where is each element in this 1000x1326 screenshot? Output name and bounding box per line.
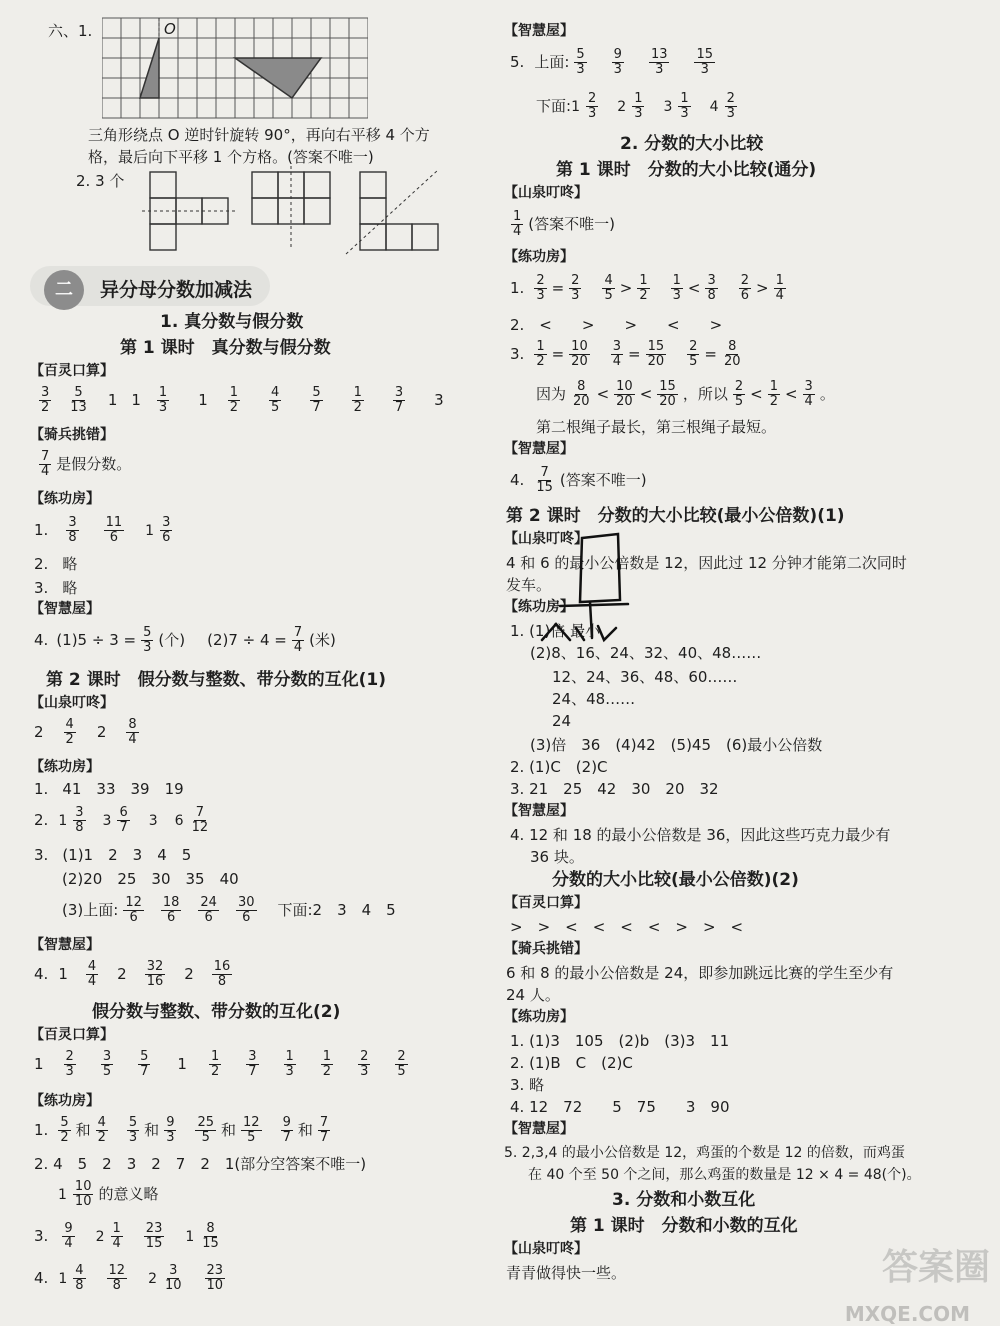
answer-line: 2. (1)C (2)C bbox=[510, 758, 608, 776]
answer-line: 下面: 1 $\frac{2}{3}$ 2 $\frac{1}{3}$ 3 $\frac{1}{3}$ 4 $\frac{2}{3}$ bbox=[536, 91, 735, 122]
answer-line: 1. $\frac{5}{2}$ 和 $\frac{4}{2}$ $\frac{5}{3}$ 和 $\frac{9}{3}$ $\frac{25}{5}$ 和 $\frac{12}{5}$ $\frac{9}{7}$ 和 $\frac{7}{7}$ bbox=[34, 1115, 329, 1146]
item-6-1-label: 六、1. bbox=[48, 22, 93, 40]
section-title: 3. 分数和小数互化 bbox=[612, 1190, 756, 1210]
answer-line: 在 40 个至 50 个之间，那么鸡蛋的数量是 12 × 4 = 48(个)。 bbox=[528, 1167, 921, 1183]
grid-figure bbox=[102, 16, 368, 122]
answer-line: 3. $\frac{9}{4}$ 2 $\frac{1}{4}$ $\frac{23}{15}$ 1 $\frac{8}{15}$ bbox=[34, 1221, 219, 1252]
tag-zhihui: 【智慧屋】 bbox=[504, 23, 574, 39]
answer-line: 1. $\frac{3}{8}$ $\frac{11}{6}$ 1 $\frac{3}{6}$ bbox=[34, 515, 171, 546]
answer-line: 1. $\frac{2}{3}$ = $\frac{2}{3}$ $\frac{4}{5}$ > $\frac{1}{2}$ $\frac{1}{3}$ < $\frac{3}{8}$ $\frac{2}{6}$ > $\frac{1}{4}$ bbox=[510, 273, 784, 304]
tag-bailing: 【百灵口算】 bbox=[30, 363, 114, 379]
tag-liangong: 【练功房】 bbox=[30, 759, 100, 775]
answer-line: 4. (1)5 ÷ 3 = $\frac{5}{3}$ (个) (2)7 ÷ 4 = $\frac{7}{4}$ (米) bbox=[34, 625, 336, 656]
cube-nets-figure bbox=[142, 166, 442, 256]
tag-liangong: 【练功房】 bbox=[504, 599, 574, 615]
answer-line: 24 bbox=[552, 712, 572, 730]
answer-line: 4 和 6 的最小公倍数是 12，因此过 12 分钟才能第二次同时 bbox=[506, 554, 907, 572]
answer-line: $\frac{1}{4}$ (答案不唯一) bbox=[513, 209, 615, 240]
tag-liangong: 【练功房】 bbox=[30, 491, 100, 507]
answer-line: 24、48…… bbox=[552, 690, 636, 708]
answer-line: 1. 41 33 39 19 bbox=[34, 780, 184, 798]
answer-line: 2. 略 bbox=[34, 555, 78, 573]
answer-line: 1. (1)3 105 (2)b (3)3 11 bbox=[510, 1032, 730, 1050]
tag-zhihui: 【智慧屋】 bbox=[30, 937, 100, 953]
answer-line: 12、24、36、48、60…… bbox=[552, 668, 738, 686]
tag-zhihui: 【智慧屋】 bbox=[504, 441, 574, 457]
answer-line: 36 块。 bbox=[530, 848, 584, 866]
tag-liangong: 【练功房】 bbox=[504, 1009, 574, 1025]
unit-title: 异分母分数加减法 bbox=[100, 278, 253, 301]
lesson-title: 第 1 课时 分数的大小比较(通分) bbox=[556, 160, 817, 180]
fraction-row: 1 $\frac{2}{3}$ $\frac{3}{5}$ $\frac{5}{7}$ 1 $\frac{1}{2}$ $\frac{3}{7}$ $\frac{1}{3}$ $\frac{1}{2}$ $\frac{2}{3}$ $\frac{2}{5}$ bbox=[34, 1049, 406, 1080]
answer-line: 3. 略 bbox=[510, 1076, 545, 1094]
lesson-title: 假分数与整数、带分数的互化(2) bbox=[92, 1002, 341, 1022]
point-o-label: O bbox=[164, 20, 176, 38]
answer-line: 2. < > > < > bbox=[510, 316, 723, 334]
answer-line: 格，最后向下平移 1 个方格。(答案不唯一) bbox=[88, 148, 374, 166]
tag-shanquan: 【山泉叮咚】 bbox=[504, 1241, 588, 1257]
answer-line: 2. (1)B C (2)C bbox=[510, 1054, 633, 1072]
tag-qibing: 【骑兵挑错】 bbox=[30, 427, 114, 443]
watermark-logo: 答案圈 bbox=[881, 1247, 990, 1288]
answer-line: > > < < < < > > < bbox=[510, 918, 744, 936]
tag-bailing: 【百灵口算】 bbox=[30, 1027, 114, 1043]
answer-line: 4. 12 72 5 75 3 90 bbox=[510, 1098, 730, 1116]
answer-line: 因为 $\frac{8}{20}$ < $\frac{10}{20}$ < $\frac{15}{20}$ ，所以 $\frac{2}{5}$ < $\frac{1}{2}$ < $\frac{3}{4}$ 。 bbox=[536, 379, 835, 410]
tag-zhihui: 【智慧屋】 bbox=[504, 1121, 574, 1137]
answer-line: (3)倍 36 (4)42 (5)45 (6)最小公倍数 bbox=[530, 736, 823, 754]
answer-line: 4. 12 和 18 的最小公倍数是 36，因此这些巧克力最少有 bbox=[510, 826, 891, 844]
answer-line: 5. 2,3,4 的最小公倍数是 12，鸡蛋的个数是 12 的倍数，而鸡蛋 bbox=[504, 1145, 905, 1161]
answer-line: 3. (1)1 2 3 4 5 bbox=[34, 846, 192, 864]
tag-liangong: 【练功房】 bbox=[30, 1093, 100, 1109]
unit-number-badge: 二 bbox=[44, 270, 84, 310]
answer-line: 1 $\frac{10}{10}$ 的意义略 bbox=[58, 1179, 159, 1210]
tag-zhihui: 【智慧屋】 bbox=[504, 803, 574, 819]
answer-line: $\frac{7}{4}$ 是假分数。 bbox=[41, 449, 132, 480]
lesson-title: 第 2 课时 假分数与整数、带分数的互化(1) bbox=[46, 670, 387, 690]
tag-shanquan: 【山泉叮咚】 bbox=[504, 185, 588, 201]
answer-line: 青青做得快一些。 bbox=[506, 1264, 627, 1282]
tag-zhihui: 【智慧屋】 bbox=[30, 601, 100, 617]
tag-shanquan: 【山泉叮咚】 bbox=[504, 531, 588, 547]
answer-line: 3. 21 25 42 30 20 32 bbox=[510, 780, 719, 798]
section-title: 1. 真分数与假分数 bbox=[160, 312, 304, 332]
tag-qibing: 【骑兵挑错】 bbox=[504, 941, 588, 957]
tag-shanquan: 【山泉叮咚】 bbox=[30, 695, 114, 711]
answer-line: 24 人。 bbox=[506, 986, 560, 1004]
watermark-url: MXQE.COM bbox=[844, 1302, 970, 1326]
answer-line: 3. $\frac{1}{2}$ = $\frac{10}{20}$ $\frac{3}{4}$ = $\frac{15}{20}$ $\frac{2}{5}$ = $\frac{8}{20}$ bbox=[510, 339, 741, 370]
answer-line: 5. 上面: $\frac{5}{3}$ $\frac{9}{3}$ $\frac{13}{3}$ $\frac{15}{3}$ bbox=[510, 47, 714, 78]
answer-line: 1. (1)倍 最小 bbox=[510, 622, 601, 640]
handwritten-scribble bbox=[520, 528, 640, 648]
lesson-title: 第 1 课时 分数和小数的互化 bbox=[570, 1216, 798, 1236]
unit-header bbox=[44, 270, 252, 310]
section-title: 2. 分数的大小比较 bbox=[620, 134, 764, 154]
answer-line: 6 和 8 的最小公倍数是 24，即参加跳远比赛的学生至少有 bbox=[506, 964, 894, 982]
tag-liangong: 【练功房】 bbox=[504, 249, 574, 265]
item-2-label: 2. 3 个 bbox=[76, 172, 125, 190]
answer-line: 2. 4 5 2 3 2 7 2 1(部分空答案不唯一) bbox=[34, 1155, 367, 1173]
answer-line: 发车。 bbox=[506, 576, 552, 594]
answer-line: (2)20 25 30 35 40 bbox=[62, 870, 239, 888]
lesson-title: 第 1 课时 真分数与假分数 bbox=[120, 338, 331, 358]
answer-line: 2. 1 $\frac{3}{8}$ 3 $\frac{6}{7}$ 3 6 $\frac{7}{12}$ bbox=[34, 805, 209, 836]
answer-line: 3. 略 bbox=[34, 579, 78, 597]
answer-line: 2 $\frac{4}{2}$ 2 $\frac{8}{4}$ bbox=[34, 717, 137, 748]
tag-bailing: 【百灵口算】 bbox=[504, 895, 588, 911]
answer-line: 三角形绕点 O 逆时针旋转 90°，再向右平移 4 个方 bbox=[88, 126, 430, 144]
triangle-original bbox=[140, 38, 159, 98]
lesson-title: 分数的大小比较(最小公倍数)(2) bbox=[552, 870, 799, 890]
answer-line: 4. 1 $\frac{4}{4}$ 2 $\frac{32}{16}$ 2 $\frac{16}{8}$ bbox=[34, 959, 231, 990]
lesson-title: 第 2 课时 分数的大小比较(最小公倍数)(1) bbox=[506, 506, 845, 526]
answer-line: 4. 1 $\frac{4}{8}$ $\frac{12}{8}$ 2 $\frac{3}{10}$ $\frac{23}{10}$ bbox=[34, 1263, 224, 1294]
answer-line: 第二根绳子最长，第三根绳子最短。 bbox=[536, 418, 777, 436]
fraction-row: $\frac{3}{2}$ $\frac{5}{13}$ 1 1 $\frac{1}{3}$ 1 $\frac{1}{2}$ $\frac{4}{5}$ $\frac{5}{7}$ $\frac{1}{2}$ $\frac{3}{7}$ 3 bbox=[41, 385, 444, 416]
answer-line: 4. $\frac{7}{15}$ (答案不唯一) bbox=[510, 465, 647, 496]
answer-line: (3)上面: $\frac{12}{6}$ $\frac{18}{6}$ $\frac{24}{6}$ $\frac{30}{6}$ 下面:2 3 4 5 bbox=[62, 895, 396, 926]
answer-line: (2)8、16、24、32、40、48…… bbox=[530, 644, 762, 662]
